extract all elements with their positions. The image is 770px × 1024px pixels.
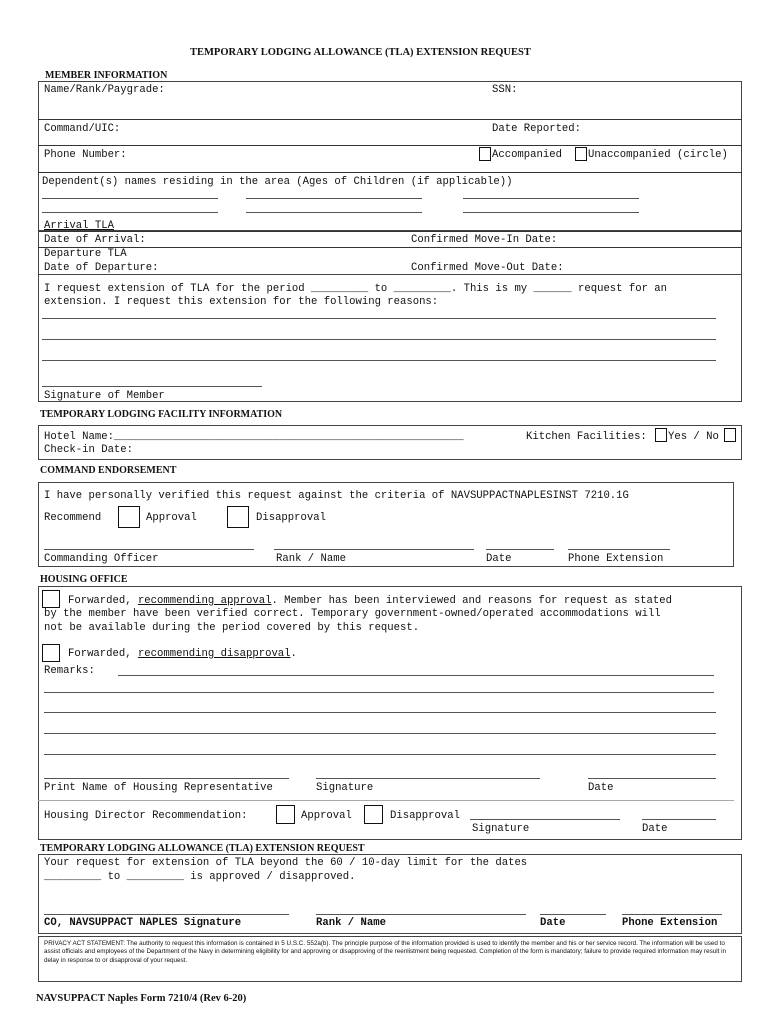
final-request-text: Your request for extension of TLA beyond the 60 / 10-day limit for the dates xyxy=(44,857,528,869)
accompanied-checkbox[interactable] xyxy=(479,147,491,161)
housing-disapproval-text: Forwarded, recommending disapproval. xyxy=(68,648,297,660)
ssn-label: SSN: xyxy=(492,84,518,96)
kitchen-no-checkbox[interactable] xyxy=(724,428,736,442)
director-signature-label: Signature xyxy=(472,823,530,835)
final-phone-line[interactable] xyxy=(622,914,722,915)
director-disapproval-checkbox[interactable] xyxy=(364,805,383,824)
housing-signature-line[interactable] xyxy=(316,778,540,779)
phone-number-label: Phone Number: xyxy=(44,149,127,161)
request-period-text: I request extension of TLA for the period _________ to _________. This is my ______ request for an xyxy=(44,283,668,295)
housing-signature-label: Signature xyxy=(316,782,374,794)
remarks-line[interactable] xyxy=(44,692,714,693)
co-date-label: Date xyxy=(486,553,512,565)
form-title: TEMPORARY LODGING ALLOWANCE (TLA) EXTENSION REQUEST xyxy=(190,47,531,58)
final-co-signature-label: CO, NAVSUPPACT NAPLES Signature xyxy=(44,917,242,929)
remarks-line[interactable] xyxy=(118,675,714,676)
housing-not-available-text: not be available during the period covered by this request. xyxy=(44,622,420,634)
arrival-tla-label: Arrival TLA xyxy=(44,220,114,232)
housing-office-heading: HOUSING OFFICE xyxy=(40,574,128,585)
housing-date-line[interactable] xyxy=(588,778,716,779)
housing-rep-name-line[interactable] xyxy=(44,778,289,779)
remarks-line[interactable] xyxy=(44,733,716,734)
final-co-signature-line[interactable] xyxy=(44,914,289,915)
privacy-act-statement: PRIVACY ACT STATEMENT: The authority to request this information is contained in 5 U.S.C. 552a(b). The principle purpose of the information provided is used to identify the member and his or her service record. The information will be used to assist officials and employees of the Department of the Navy in determining eligibility for and approving or disapproving of the reenlistment being requested. Completion of the form is mandatory; failure to provide required information may result in delay in response to or disapproval of your request. xyxy=(44,940,727,964)
housing-director-label: Housing Director Recommendation: xyxy=(44,810,248,822)
kitchen-yes-checkbox[interactable] xyxy=(655,428,667,442)
name-rank-label: Name/Rank/Paygrade: xyxy=(44,84,165,96)
member-signature-line[interactable] xyxy=(42,386,262,387)
verified-statement: I have personally verified this request against the criteria of NAVSUPPACTNAPLESINST 7210.1G xyxy=(44,490,629,502)
remarks-line[interactable] xyxy=(44,754,716,755)
unaccompanied-label: Unaccompanied (circle) xyxy=(588,149,728,161)
dependent-name-line[interactable] xyxy=(246,198,422,199)
commanding-officer-label: Commanding Officer xyxy=(44,553,159,565)
remarks-label: Remarks: xyxy=(44,665,95,677)
director-date-label: Date xyxy=(642,823,668,835)
dependent-name-line[interactable] xyxy=(42,212,218,213)
dependent-name-line[interactable] xyxy=(246,212,422,213)
facility-heading: TEMPORARY LODGING FACILITY INFORMATION xyxy=(40,409,283,420)
director-date-line[interactable] xyxy=(642,819,716,820)
unaccompanied-checkbox[interactable] xyxy=(575,147,587,161)
command-endorsement-heading: COMMAND ENDORSEMENT xyxy=(40,465,177,476)
command-uic-label: Command/UIC: xyxy=(44,123,121,135)
confirmed-move-out-label: Confirmed Move-Out Date: xyxy=(411,262,564,274)
housing-verified-text: by the member have been verified correct. Temporary government-owned/operated accommodations will xyxy=(44,608,661,620)
final-rank-name-label: Rank / Name xyxy=(316,917,386,929)
accompanied-label: Accompanied xyxy=(492,149,562,161)
form-identifier: NAVSUPPACT Naples Form 7210/4 (Rev 6-20) xyxy=(36,993,247,1004)
housing-rep-name-label: Print Name of Housing Representative xyxy=(44,782,273,794)
final-dates-text: _________ to _________ is approved / disapproved. xyxy=(44,871,356,883)
reason-line[interactable] xyxy=(42,360,716,361)
recommend-label: Recommend xyxy=(44,512,102,524)
checkin-date-label: Check-in Date: xyxy=(44,444,134,456)
date-of-departure-label: Date of Departure: xyxy=(44,262,159,274)
confirmed-move-in-label: Confirmed Move-In Date: xyxy=(411,234,558,246)
final-rank-line[interactable] xyxy=(316,914,526,915)
dependents-label: Dependent(s) names residing in the area (Ages of Children (if applicable)) xyxy=(42,176,513,188)
final-date-line[interactable] xyxy=(540,914,606,915)
final-phone-extension-label: Phone Extension xyxy=(622,917,718,929)
co-phone-extension-label: Phone Extension xyxy=(568,553,664,565)
date-reported-label: Date Reported: xyxy=(492,123,582,135)
co-rank-name-label: Rank / Name xyxy=(276,553,346,565)
dependent-name-line[interactable] xyxy=(463,212,639,213)
final-decision-heading: TEMPORARY LODGING ALLOWANCE (TLA) EXTENSION REQUEST xyxy=(40,843,365,854)
command-approval-label: Approval xyxy=(146,512,197,524)
member-info-heading: MEMBER INFORMATION xyxy=(45,70,168,81)
housing-approval-text: Forwarded, recommending approval. Member has been interviewed and reasons for request as stated xyxy=(68,595,672,607)
dependent-name-line[interactable] xyxy=(463,198,639,199)
dependent-name-line[interactable] xyxy=(42,198,218,199)
departure-tla-label: Departure TLA xyxy=(44,248,127,260)
housing-approval-checkbox[interactable] xyxy=(42,590,60,608)
housing-disapproval-checkbox[interactable] xyxy=(42,644,60,662)
director-approval-label: Approval xyxy=(301,810,352,822)
reason-line[interactable] xyxy=(42,339,716,340)
reason-line[interactable] xyxy=(42,318,716,319)
co-date-line[interactable] xyxy=(486,549,554,550)
remarks-line[interactable] xyxy=(44,712,716,713)
co-rank-line[interactable] xyxy=(274,549,474,550)
director-approval-checkbox[interactable] xyxy=(276,805,295,824)
co-phone-line[interactable] xyxy=(568,549,670,550)
final-date-label: Date xyxy=(540,917,566,929)
command-approval-checkbox[interactable] xyxy=(118,506,140,528)
yes-no-label: Yes / No xyxy=(668,431,719,443)
date-of-arrival-label: Date of Arrival: xyxy=(44,234,146,246)
housing-date-label: Date xyxy=(588,782,614,794)
director-signature-line[interactable] xyxy=(470,819,620,820)
kitchen-facilities-label: Kitchen Facilities: xyxy=(526,431,647,443)
member-signature-label: Signature of Member xyxy=(44,390,165,402)
co-signature-line[interactable] xyxy=(44,549,254,550)
director-disapproval-label: Disapproval xyxy=(390,810,460,822)
request-reasons-text: extension. I request this extension for the following reasons: xyxy=(44,296,439,308)
hotel-name-field[interactable]: Hotel Name:_______________________________________________________ xyxy=(44,431,464,443)
command-disapproval-checkbox[interactable] xyxy=(227,506,249,528)
command-disapproval-label: Disapproval xyxy=(256,512,326,524)
